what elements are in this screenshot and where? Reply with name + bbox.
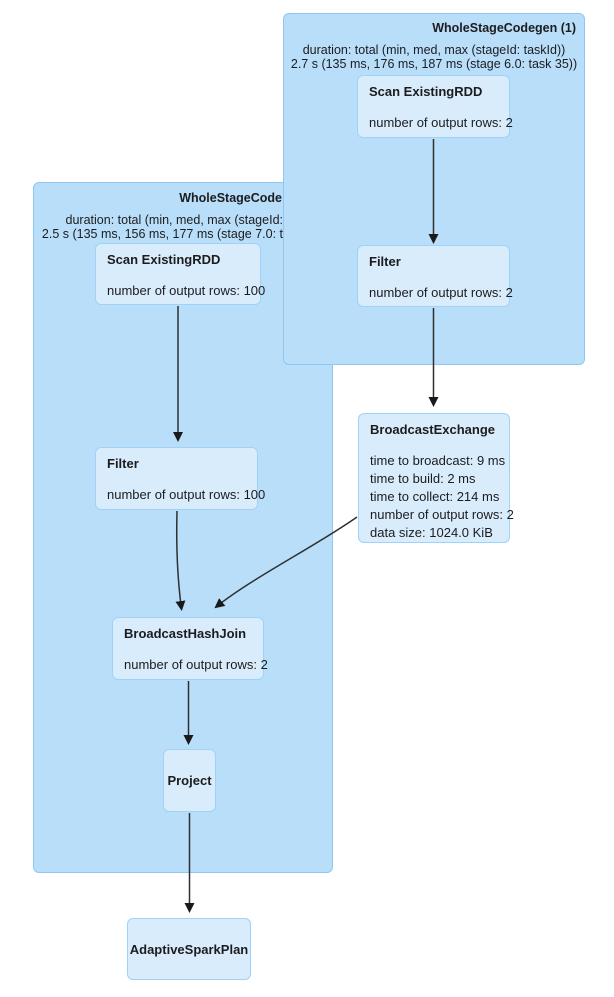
metric-time-to-broadcast: time to broadcast: 9 ms [370, 453, 506, 468]
node-adaptivesparkplan[interactable] [127, 918, 251, 980]
node-title: Project [167, 773, 212, 788]
node-title: BroadcastExchange [370, 422, 495, 437]
duration-line: duration: total (min, med, max (stageId: taskId)) [302, 43, 566, 57]
metric-data-size: data size: 1024.0 KiB [370, 525, 493, 540]
node-title: AdaptiveSparkPlan [129, 941, 249, 957]
node-metrics [107, 282, 265, 300]
node-project[interactable] [163, 749, 216, 812]
node-broadcastexchange[interactable] [358, 413, 514, 543]
metric-output-rows: number of output rows: 100 [107, 487, 266, 502]
metric-time-to-collect: time to collect: 214 ms [370, 489, 500, 504]
cluster-wholestagecodegen-1 [283, 13, 585, 365]
node-metrics [369, 114, 513, 132]
metric-time-to-build: time to build: 2 ms [370, 471, 476, 486]
node-filter-2[interactable] [95, 447, 266, 510]
metric-output-rows: number of output rows: 2 [370, 507, 514, 522]
node-title: Filter [107, 456, 139, 471]
metric-output-rows: number of output rows: 2 [124, 657, 268, 672]
duration-line: 2.5 s (135 ms, 156 ms, 177 ms (stage 7.0: t [41, 226, 283, 241]
node-scan-existingrdd-2[interactable] [95, 243, 266, 305]
node-metrics [124, 656, 268, 674]
duration-line: duration: total (min, med, max (stageId: [65, 213, 283, 227]
metric-output-rows: number of output rows: 2 [369, 115, 513, 130]
metric-output-rows: number of output rows: 100 [107, 283, 266, 298]
duration-line: 2.7 s (135 ms, 176 ms, 187 ms (stage 6.0: task 35)) [290, 56, 578, 71]
node-broadcasthashjoin[interactable] [112, 617, 268, 680]
cluster-title: WholeStageCodegen (1) [432, 21, 576, 35]
node-title: Scan ExistingRDD [369, 84, 483, 99]
cluster-duration [42, 214, 283, 241]
cluster-title: WholeStageCode [179, 191, 282, 205]
node-metrics [107, 486, 265, 504]
node-metrics [369, 284, 513, 302]
node-title: BroadcastHashJoin [124, 626, 247, 641]
cluster-duration [284, 44, 584, 71]
node-filter-1[interactable] [357, 245, 513, 307]
node-title: Scan ExistingRDD [107, 252, 221, 267]
node-title: Filter [369, 254, 401, 269]
node-metrics [370, 452, 514, 542]
metric-output-rows: number of output rows: 2 [369, 285, 513, 300]
node-scan-existingrdd-1[interactable] [357, 75, 513, 138]
